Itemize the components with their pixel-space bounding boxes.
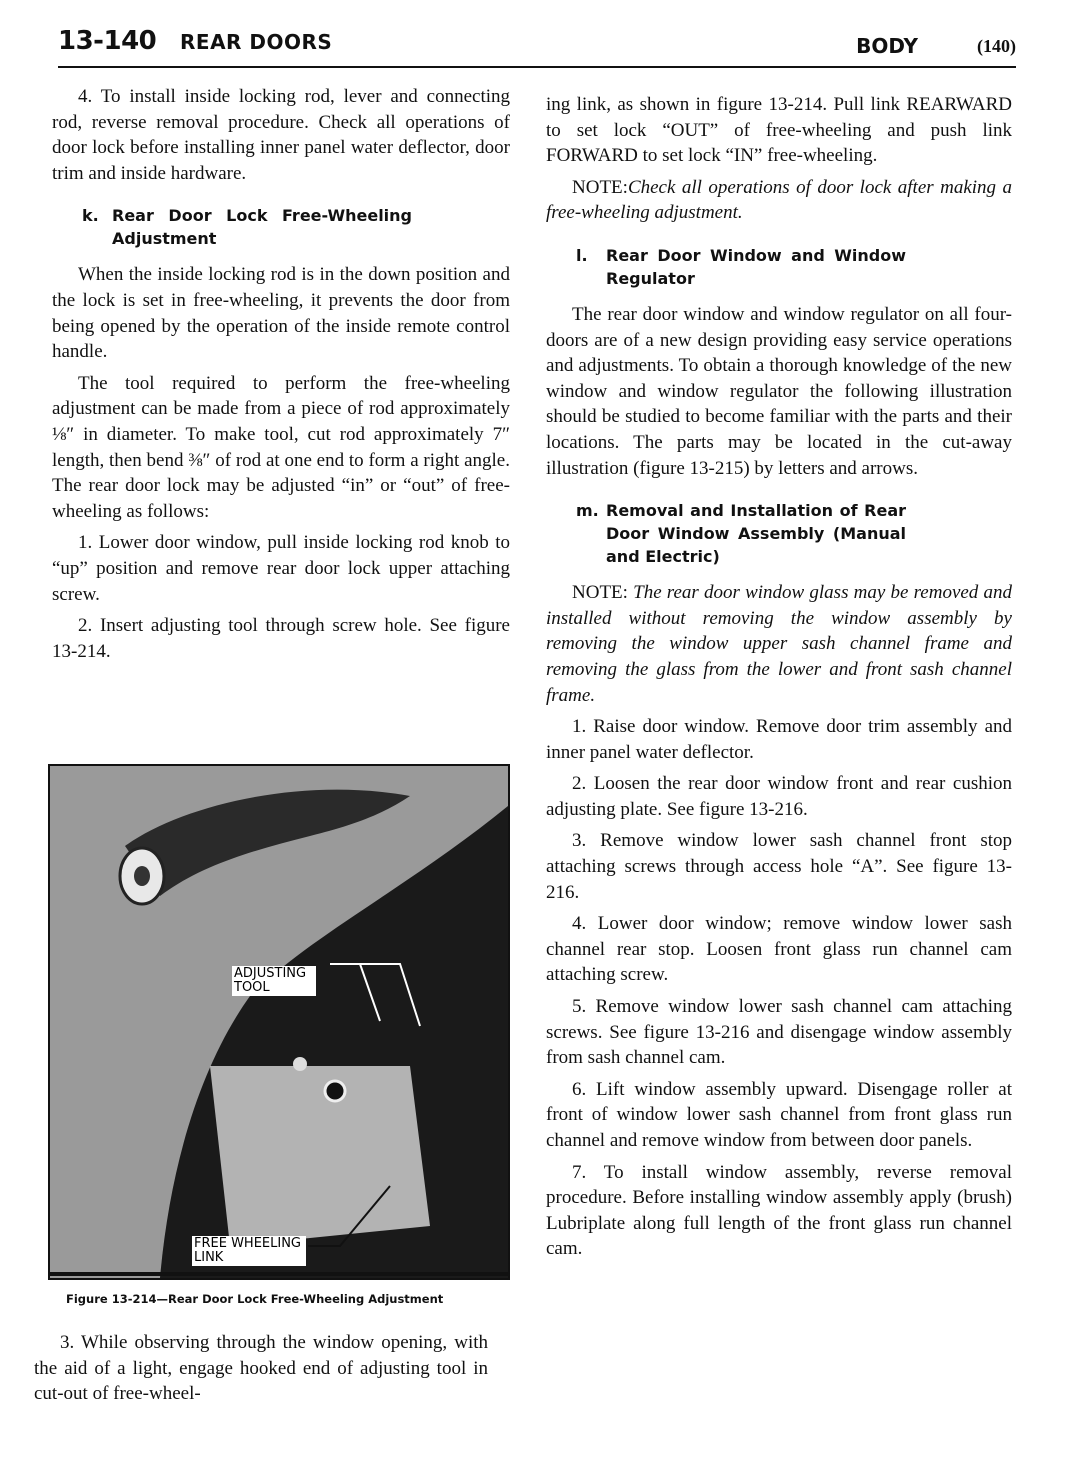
- heading-title: Removal and Installation of Rear Door Window Assembly (Manual and Electric): [606, 501, 906, 567]
- paragraph-step-4: 4. To install inside locking rod, lever and connecting rod, reverse removal procedure. Check all operations of door lock before installing inner panel water deflector, door trim and inside hardware.: [52, 86, 510, 184]
- figure-13-214-photo: [48, 764, 510, 1280]
- right-column: [546, 92, 1012, 1268]
- step-item: 2. Insert adjusting tool through screw hole. See figure 13-214.: [52, 615, 510, 662]
- step-item: 6. Lift window assembly upward. Disengage roller at front of window lower sash channel from front glass run channel and remove window from between door panels.: [546, 1078, 1012, 1151]
- heading-title: Rear Door Window and Window Regulator: [606, 245, 906, 288]
- section-heading-m: [546, 499, 1012, 568]
- note-2: [546, 580, 1012, 708]
- step-item: 7. To install window assembly, reverse removal procedure. Before installing window assembly apply (brush) Lubriplate along full length of the front glass run channel cam.: [546, 1161, 1012, 1260]
- left-column: [52, 84, 510, 670]
- heading-letter: l.: [576, 245, 588, 265]
- note-label: NOTE:: [572, 176, 628, 198]
- figure-caption: Figure 13-214—Rear Door Lock Free-Wheeling Adjustment: [66, 1292, 444, 1306]
- paragraph: When the inside locking rod is in the down position and the lock is set in free-wheeling, it prevents the door from being opened by the operation of the inside remote control handle.: [52, 264, 510, 363]
- section-heading-k: [52, 204, 510, 250]
- note-text: Check all operations of door lock after making a free-wheeling adjustment.: [546, 176, 1012, 224]
- chapter-title: BODY: [856, 34, 918, 58]
- step-item: 3. While observing through the window opening, with the aid of a light, engage hooked end of adjusting tool in cut-out of free-wheel-: [34, 1332, 488, 1405]
- page-header: [58, 24, 1016, 68]
- note-text: The rear door window glass may be removed and installed without removing the window assembly by removing the window upper sash channel frame and removing the glass from the lower and front sash channel frame.: [546, 582, 1012, 706]
- section-heading-l: [546, 244, 1012, 290]
- step-item: 3. Remove window lower sash channel front stop attaching screws through access hole “A”. See figure 13-216.: [546, 830, 1012, 903]
- note-label: NOTE:: [572, 582, 628, 604]
- left-column-bottom: [34, 1330, 488, 1407]
- lock-rivet: [293, 1057, 307, 1071]
- note-1: [546, 175, 1012, 226]
- label-adjusting-tool: ADJUSTING TOOL: [232, 966, 316, 996]
- page-number: (140): [977, 36, 1016, 56]
- paragraph-continued: ing link, as shown in figure 13-214. Pull link REARWARD to set lock “OUT” of free-wheeling and push link FORWARD to set lock “IN” free-wheeling.: [546, 94, 1012, 167]
- step-item: 1. Lower door window, pull inside locking rod knob to “up” position and remove rear door lock upper attaching screw.: [52, 532, 510, 605]
- heading-title: Rear Door Lock Free-Wheeling Adjustment: [112, 206, 412, 249]
- page-code: 13-140: [58, 26, 157, 56]
- step-item: 2. Loosen the rear door window front and rear cushion adjusting plate. See figure 13-216.: [546, 773, 1012, 820]
- heading-letter: k.: [82, 206, 99, 226]
- step-item: 1. Raise door window. Remove door trim assembly and inner panel water deflector.: [546, 716, 1012, 763]
- paragraph: The tool required to perform the free-wheeling adjustment can be made from a piece of rod approximately ⅛″ in diameter. To make tool, cut rod approximately 7″ length, then bend ⅜″ of rod at one end to form a right angle. The rear door lock may be adjusted “in” or “out” of free-wheeling as follows:: [52, 372, 510, 522]
- step-item: 4. Lower door window; remove window lower sash channel rear stop. Loosen front glass run channel cam attaching screw.: [546, 913, 1012, 986]
- lock-screw-hole: [325, 1081, 345, 1101]
- heading-letter: m.: [576, 501, 599, 521]
- label-free-wheeling-link: FREE WHEELING LINK: [192, 1236, 306, 1266]
- section-title: REAR DOORS: [180, 30, 333, 54]
- step-item: 5. Remove window lower sash channel cam attaching screws. See figure 13-216 and disengage window assembly from sash channel cam.: [546, 996, 1012, 1069]
- lock-mechanism: [210, 1066, 430, 1246]
- handle-knob-center: [134, 866, 150, 886]
- paragraph: The rear door window and window regulator on all four-doors are of a new design providing easy service operations and adjustments. To obtain a thorough knowledge of the new window and window regulator the following illustration should be studied to become familiar with the parts and their locations. The parts may be located in the cut-away illustration (figure 13-215) by letters and arrows.: [546, 303, 1012, 479]
- door-lock-illustration: [50, 766, 508, 1278]
- header-rule: [58, 66, 1016, 68]
